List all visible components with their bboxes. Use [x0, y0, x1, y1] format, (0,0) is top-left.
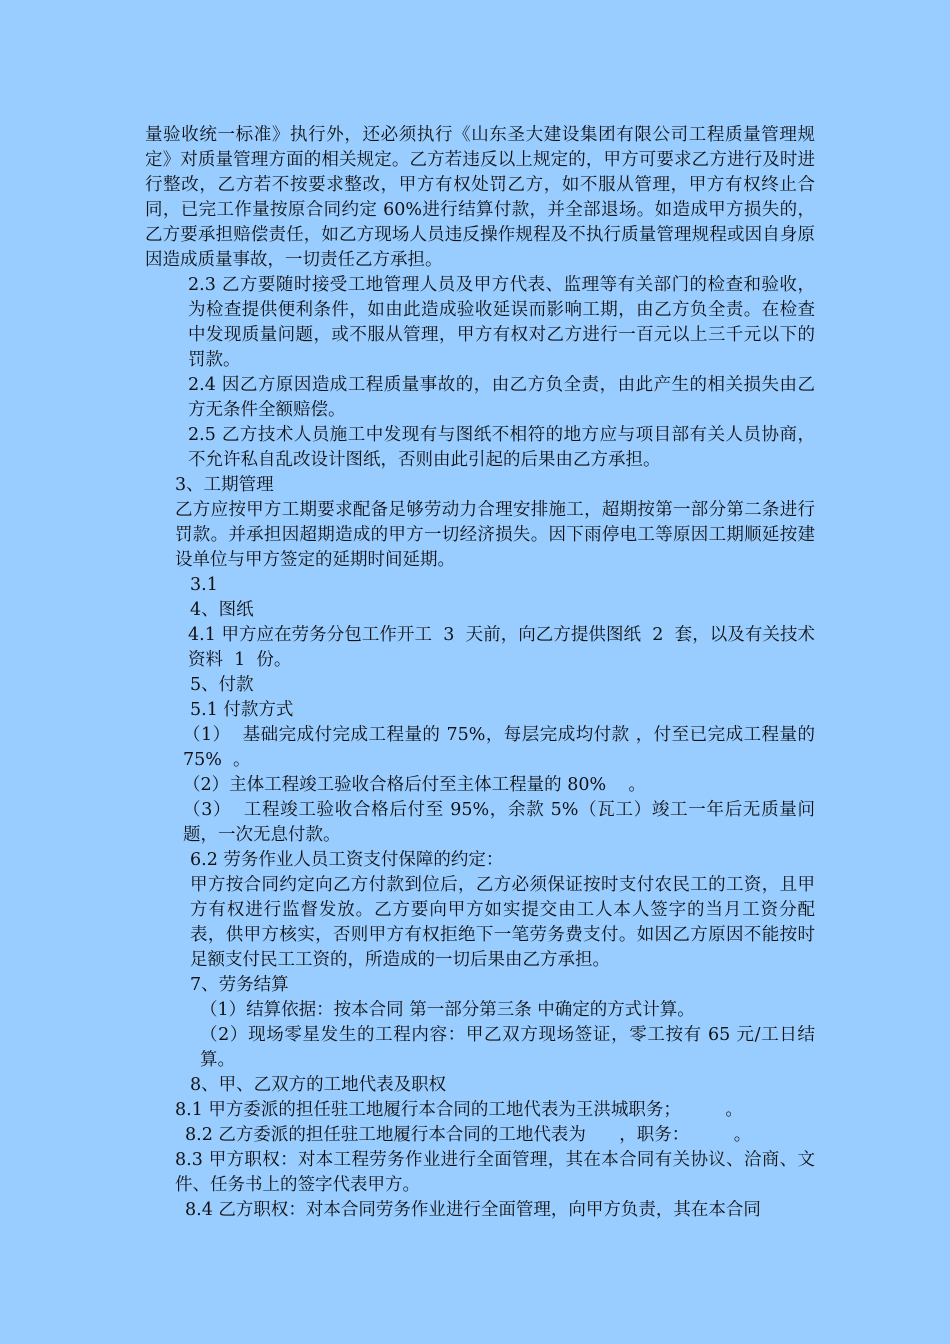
paragraph-quality-rules: 量验收统一标准》执行外，还必须执行《山东圣大建设集团有限公司工程质量管理规定》对质量管理方面的相关规定。乙方若违反以上规定的，甲方可要求乙方进行及时进行整改，乙方若不按要求整改，甲方有权处罚乙方，如不服从管理，甲方有权终止合同，已完工作量按原合同约定 60%进行结算付款，并全部退场。如造成甲方损失的，乙方要承担赔偿责任，如乙方现场人员违反操作规程及不执行质量管理规程或因自身原因造成质量事故，一切责任乙方承担。	[145, 125, 815, 270]
heading-representatives: 8、甲、乙双方的工地代表及职权	[190, 1075, 447, 1095]
clause-2-5: 2.5 乙方技术人员施工中发现有与图纸不相符的地方应与项目部有关人员协商，不允许私自乱改设计图纸，否则由此引起的后果由乙方承担。	[188, 425, 815, 470]
paragraph-wage-guarantee: 甲方按合同约定向乙方付款到位后，乙方必须保证按时支付农民工的工资，且甲方有权进行监督发放。乙方要向甲方如实提交由工人本人签字的当月工资分配表，供甲方核实，否则甲方有权拒绝下一笔劳务费支付。如因乙方原因不能按时足额支付民工工资的，所造成的一切后果由乙方承担。	[190, 875, 815, 970]
clause-4-1: 4.1 甲方应在劳务分包工作开工 3 天前，向乙方提供图纸 2 套，以及有关技术资料 1 份。	[188, 625, 815, 670]
clause-6-2: 6.2 劳务作业人员工资支付保障的约定：	[190, 850, 504, 870]
clause-8-4: 8.4 乙方职权：对本合同劳务作业进行全面管理，向甲方负责，其在本合同	[185, 1200, 761, 1220]
heading-payment: 5、付款	[190, 675, 254, 695]
clause-2-4: 2.4 因乙方原因造成工程质量事故的，由乙方负全责，由此产生的相关损失由乙方无条件全额赔偿。	[188, 375, 815, 420]
document-body	[145, 123, 827, 1223]
payment-item-1: （1） 基础完成付完成工程量的 75%，每层完成均付款 ，付至已完成工程量的 75% 。	[183, 725, 827, 770]
settlement-item-2: （2）现场零星发生的工程内容：甲乙双方现场签证，零工按有 65 元/工日结算。	[200, 1025, 815, 1070]
clause-2-3: 2.3 乙方要随时接受工地管理人员及甲方代表、监理等有关部门的检查和验收，为检查提供便利条件，如由此造成验收延误而影响工期，由乙方负全责。在检查中发现质量问题，或不服从管理，甲方有权对乙方进行一百元以上三千元以下的罚款。	[188, 275, 815, 370]
settlement-item-1: （1）结算依据：按本合同 第一部分第三条 中确定的方式计算。	[200, 1000, 695, 1020]
heading-settlement: 7、劳务结算	[190, 975, 289, 995]
clause-8-3: 8.3 甲方职权：对本工程劳务作业进行全面管理，其在本合同有关协议、洽商、文件、任务书上的签字代表甲方。	[175, 1150, 815, 1195]
heading-schedule: 3、工期管理	[175, 475, 274, 495]
clause-8-2: 8.2 乙方委派的担任驻工地履行本合同的工地代表为 ，职务： 。	[185, 1125, 752, 1145]
paragraph-schedule: 乙方应按甲方工期要求配备足够劳动力合理安排施工，超期按第一部分第二条进行罚款。并承担因超期造成的甲方一切经济损失。因下雨停电工等原因工期顺延按建设单位与甲方签定的延期时间延期。	[175, 500, 815, 570]
heading-drawings: 4、图纸	[190, 600, 254, 620]
clause-3-1: 3.1	[190, 575, 218, 595]
clause-5-1: 5.1 付款方式	[190, 700, 294, 720]
clause-8-1: 8.1 甲方委派的担任驻工地履行本合同的工地代表为王洪城职务； 。	[175, 1100, 743, 1120]
payment-item-2: （2）主体工程竣工验收合格后付至主体工程量的 80% 。	[183, 775, 646, 795]
payment-item-3: （3） 工程竣工验收合格后付至 95%，余款 5%（瓦工）竣工一年后无质量问题，一次无息付款。	[183, 800, 815, 845]
